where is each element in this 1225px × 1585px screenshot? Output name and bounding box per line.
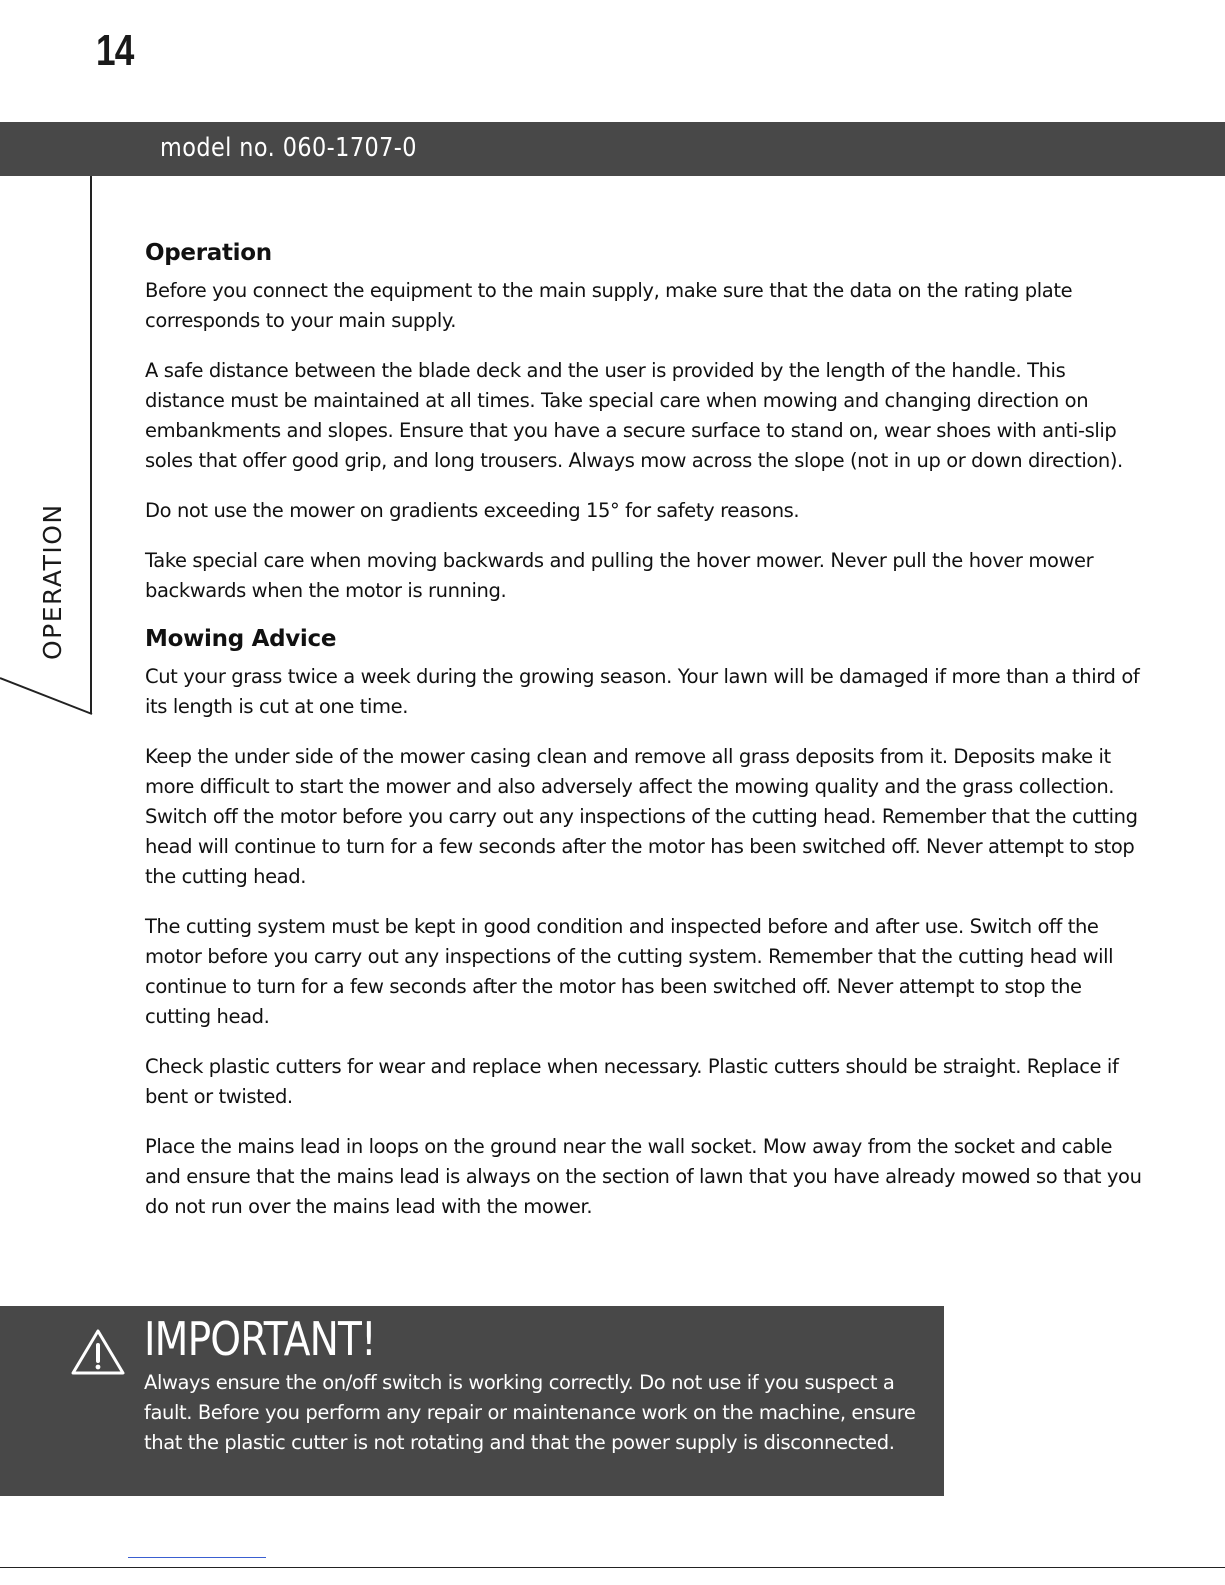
side-divider-diagonal [0, 676, 95, 718]
section-tab-operation: OPERATION [38, 503, 67, 660]
important-body: Always ensure the on/off switch is working correctly. Do not use if you suspect a fault. Before you perform any repair or maintenance work on the machine, ensure that the plastic cutter is not rotating and that the power supply is disconnected. [144, 1371, 916, 1454]
main-content [145, 240, 1145, 1242]
warning-triangle-icon [70, 1328, 126, 1376]
paragraph: The cutting system must be kept in good condition and inspected before and after use. Switch off the motor before you carry out any inspections of the cutting system. Remember that the cutting head will continue to turn for a few seconds after the motor has been switched off. Never attempt to stop the cutting head. [145, 915, 1114, 1028]
footer-link-underline [128, 1557, 266, 1558]
paragraph: Place the mains lead in loops on the ground near the wall socket. Mow away from the socket and cable and ensure that the mains lead is always on the section of lawn that you have already mowed so that you do not run over the mains lead with the mower. [145, 1135, 1142, 1218]
paragraph: Keep the under side of the mower casing clean and remove all grass deposits from it. Deposits make it more difficult to start the mower and also adversely affect the mowing quality and the grass collection. Switch off the motor before you carry out any inspections of the cutting head. Remember that the cutting head will continue to turn for a few seconds after the motor has been switched off. Never attempt to stop the cutting head. [145, 745, 1138, 888]
model-header-bar [0, 122, 1225, 176]
important-notice-box [0, 1306, 944, 1496]
model-number: model no. 060-1707-0 [160, 133, 417, 163]
footer-rule [0, 1567, 1225, 1568]
side-divider-line [90, 176, 92, 714]
heading-operation: Operation [145, 240, 272, 266]
paragraph: Cut your grass twice a week during the growing season. Your lawn will be damaged if more than a third of its length is cut at one time. [145, 665, 1140, 718]
heading-mowing-advice: Mowing Advice [145, 626, 337, 652]
paragraph: Do not use the mower on gradients exceeding 15° for safety reasons. [145, 499, 800, 522]
paragraph: Before you connect the equipment to the main supply, make sure that the data on the rating plate corresponds to your main supply. [145, 279, 1073, 332]
important-title: IMPORTANT! [144, 1312, 376, 1366]
paragraph: A safe distance between the blade deck and the user is provided by the length of the handle. This distance must be maintained at all times. Take special care when mowing and changing direction on embankments and slopes. Ensure that you have a secure surface to stand on, wear shoes with anti-slip soles that offer good grip, and long trousers. Always mow across the slope (not in up or down direction). [145, 359, 1123, 472]
page-number: 14 [96, 26, 134, 75]
paragraph: Check plastic cutters for wear and replace when necessary. Plastic cutters should be straight. Replace if bent or twisted. [145, 1055, 1119, 1108]
paragraph: Take special care when moving backwards and pulling the hover mower. Never pull the hover mower backwards when the motor is running. [145, 549, 1094, 602]
